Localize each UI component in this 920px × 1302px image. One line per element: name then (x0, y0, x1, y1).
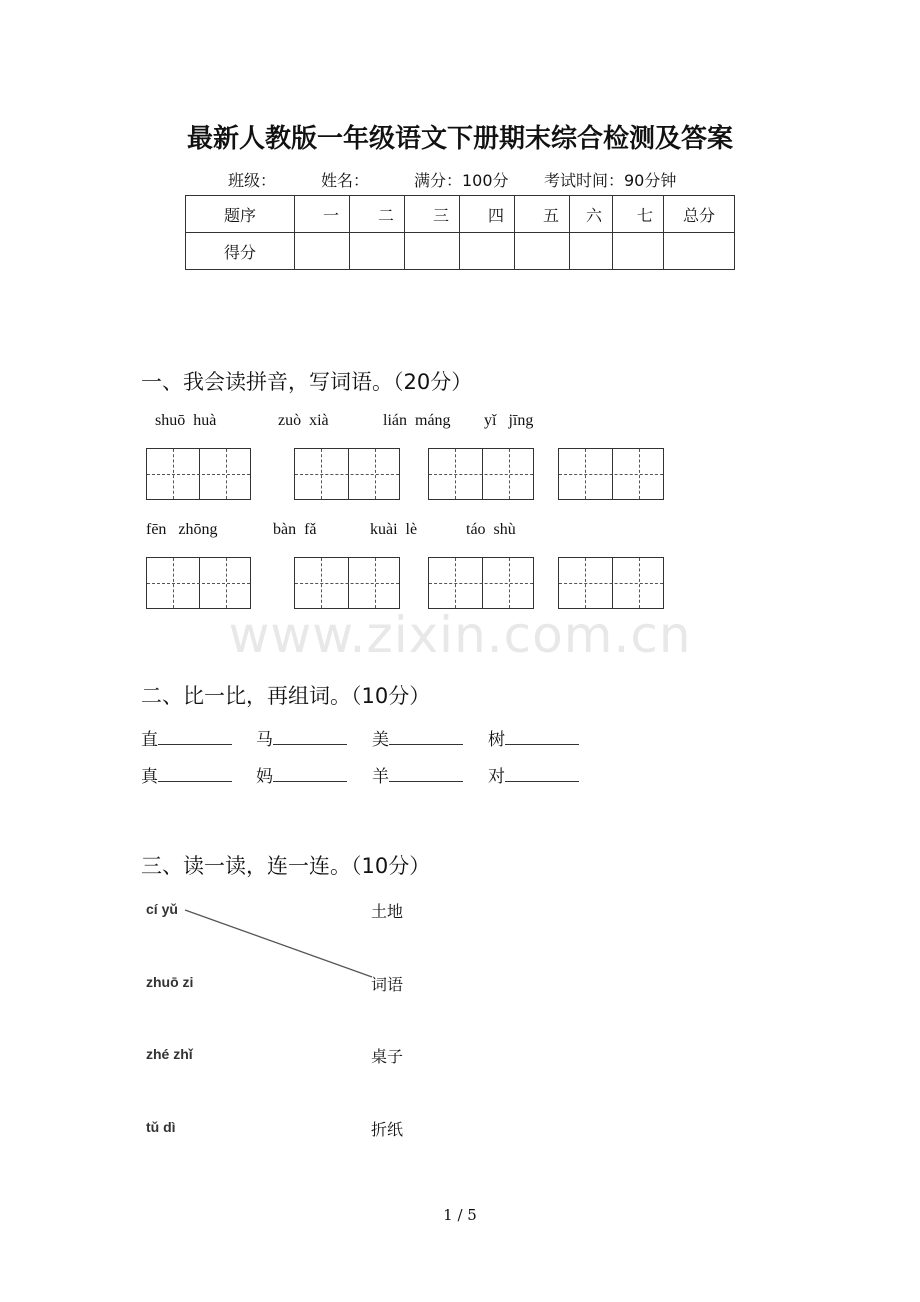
score-header-cell: 六 (570, 196, 613, 233)
score-header-cell: 五 (515, 196, 570, 233)
match-word[interactable]: 词语 (371, 975, 404, 994)
pinyin-label: kuài lè (370, 521, 418, 538)
match-word[interactable]: 桌子 (371, 1047, 404, 1066)
pinyin-label: shuō huà (155, 412, 217, 429)
character: 马 (256, 730, 273, 750)
match-word[interactable]: 折纸 (371, 1120, 404, 1139)
class-label: 班级： (228, 171, 277, 190)
character: 直 (141, 730, 158, 750)
match-pinyin[interactable]: zhé zhǐ (146, 1046, 193, 1062)
watermark: www.zixin.com.cn (228, 606, 692, 664)
pinyin-label: yǐ jīng (484, 412, 534, 429)
pinyin-label: zuò xià (278, 412, 329, 429)
score-header-cell: 总分 (664, 196, 735, 233)
section1-heading: 一、我会读拼音，写词语。（20分） (141, 370, 473, 394)
score-header-cell: 四 (460, 196, 515, 233)
character: 妈 (256, 767, 273, 787)
score-header-cell: 二 (350, 196, 405, 233)
score-header-cell: 题序 (186, 196, 295, 233)
match-pinyin[interactable]: tǔ dì (146, 1119, 176, 1135)
character: 真 (141, 767, 158, 787)
score-header-cell: 七 (613, 196, 664, 233)
section3-heading: 三、读一读，连一连。（10分） (141, 854, 431, 878)
score-header-cell: 三 (405, 196, 460, 233)
score-row-label: 得分 (186, 233, 295, 270)
page-number: 1 / 5 (443, 1206, 477, 1224)
page-title: 最新人教版一年级语文下册期末综合检测及答案 (186, 124, 733, 154)
match-pinyin[interactable]: cí yǔ (146, 901, 178, 917)
section2-heading: 二、比一比，再组词。（10分） (141, 684, 431, 708)
character: 对 (488, 767, 505, 787)
match-pinyin[interactable]: zhuō zi (146, 974, 194, 990)
pinyin-label: táo shù (466, 521, 516, 538)
pinyin-label: bàn fǎ (273, 521, 317, 538)
full-score-label: 满分：100分 (414, 171, 509, 190)
character: 树 (488, 730, 505, 750)
character: 羊 (372, 767, 389, 787)
exam-time-label: 考试时间：90分钟 (544, 171, 677, 190)
name-label: 姓名： (321, 171, 370, 190)
pinyin-label: fēn zhōng (146, 521, 218, 538)
character: 美 (372, 730, 389, 750)
match-word[interactable]: 土地 (371, 902, 404, 921)
pinyin-label: lián máng (383, 412, 451, 429)
example-connector-line (185, 910, 372, 977)
score-header-cell: 一 (295, 196, 350, 233)
